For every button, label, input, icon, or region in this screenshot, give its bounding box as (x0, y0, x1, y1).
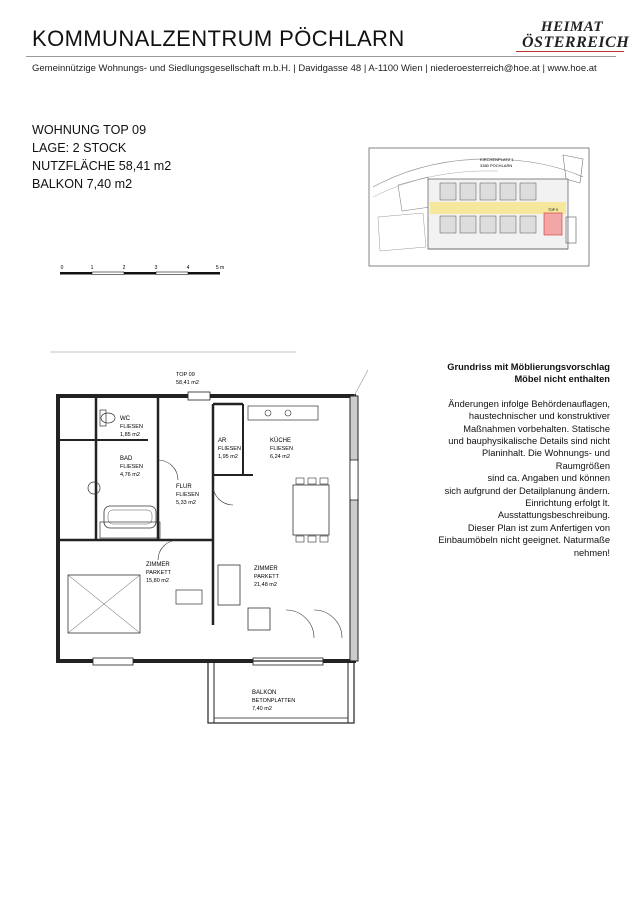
room-kueche-floor: FLIESEN (270, 446, 293, 452)
scale-tick-5: 5 m (215, 265, 225, 271)
site-plan (368, 147, 590, 267)
apartment-info (32, 121, 171, 193)
room-bad-floor: FLIESEN (120, 464, 143, 470)
logo-line-2: ÖSTERREICH (522, 34, 630, 51)
logo-underline (516, 51, 624, 52)
room-balkon-floor: BETONPLATTEN (252, 698, 296, 704)
unit-area: 58,41 m2 (176, 380, 199, 386)
scale-bar (60, 262, 230, 282)
scale-tick-4: 4 (186, 265, 190, 271)
room-wc-name: WC (120, 416, 130, 422)
unit-name: TOP 09 (176, 372, 195, 378)
apartment-number: WOHNUNG TOP 09 (32, 123, 147, 137)
notes-heading-furniture-excluded: Möbel nicht enthalten (514, 374, 610, 385)
site-address-line-2: 3380 PÖCHLARN (480, 163, 513, 168)
room-flur-floor: FLIESEN (176, 492, 199, 498)
site-unit-label: TOP 9 (548, 208, 558, 212)
room-zimmer1-name: ZIMMER (146, 562, 170, 568)
logo-line-1: HEIMAT (540, 19, 604, 35)
floor-plan (38, 340, 368, 730)
scale-tick-3: 3 (154, 265, 158, 271)
notes-heading-furnishing: Grundriss mit Möblierungsvorschlag (447, 362, 610, 372)
room-wc-area: 1,85 m2 (120, 432, 140, 438)
room-ar-area: 1,95 m2 (218, 454, 238, 460)
apartment-floor: LAGE: 2 STOCK (32, 141, 127, 155)
room-zimmer2-name: ZIMMER (254, 566, 278, 572)
plan-notes (378, 361, 610, 559)
highlighted-unit (544, 213, 562, 235)
scale-tick-0: 0 (60, 265, 64, 271)
scale-tick-1: 1 (90, 265, 94, 271)
room-balkon-area: 7,40 m2 (252, 706, 272, 712)
room-ar-name: AR (218, 438, 227, 444)
notes-disclaimer: Änderungen infolge Behördenauflagen, haustechnischer und konstruktiver Maßnahmen vorbehalten. Statische und bauphysikalische Details sind nicht Planinhalt. Die Wohnungs- und Raumgrößen sind ca. Angaben und können sich aufgrund der Detailplanung ändern. Einrichtung erfolgt lt. Ausstattungsbeschreibung. Dieser Plan ist zum Anfertigen von Einbaumöbeln nicht geeignet. Naturmaße nehmen! (438, 398, 610, 558)
room-zimmer1-area: 15,80 m2 (146, 578, 169, 584)
page-title: KOMMUNALZENTRUM PÖCHLARN (32, 26, 405, 51)
room-balkon-name: BALKON (252, 690, 277, 696)
room-kueche-name: KÜCHE (270, 438, 292, 444)
room-zimmer2-floor: PARKETT (254, 574, 279, 580)
room-kueche-area: 6,24 m2 (270, 454, 290, 460)
apartment-usable-area: NUTZFLÄCHE 58,41 m2 (32, 159, 172, 173)
room-bad-area: 4,76 m2 (120, 472, 140, 478)
scale-tick-2: 2 (122, 265, 126, 271)
room-flur-name: FLUR (176, 484, 192, 490)
room-zimmer2-area: 21,48 m2 (254, 582, 277, 588)
site-address-line-1: KIRCHENPLATZ 1 (480, 157, 514, 162)
apartment-balcony-area: BALKON 7,40 m2 (32, 177, 133, 191)
room-zimmer1-floor: PARKETT (146, 570, 171, 576)
room-bad-name: BAD (120, 456, 133, 462)
header-divider (26, 56, 616, 57)
room-wc-floor: FLIESEN (120, 424, 143, 430)
company-contact-line: Gemeinnützige Wohnungs- und Siedlungsgesellschaft m.b.H. | Davidgasse 48 | A-1100 Wien | niederoesterreich@hoe.at | www.hoe.at (32, 63, 597, 74)
room-flur-area: 5,33 m2 (176, 500, 196, 506)
room-ar-floor: FLIESEN (218, 446, 241, 452)
